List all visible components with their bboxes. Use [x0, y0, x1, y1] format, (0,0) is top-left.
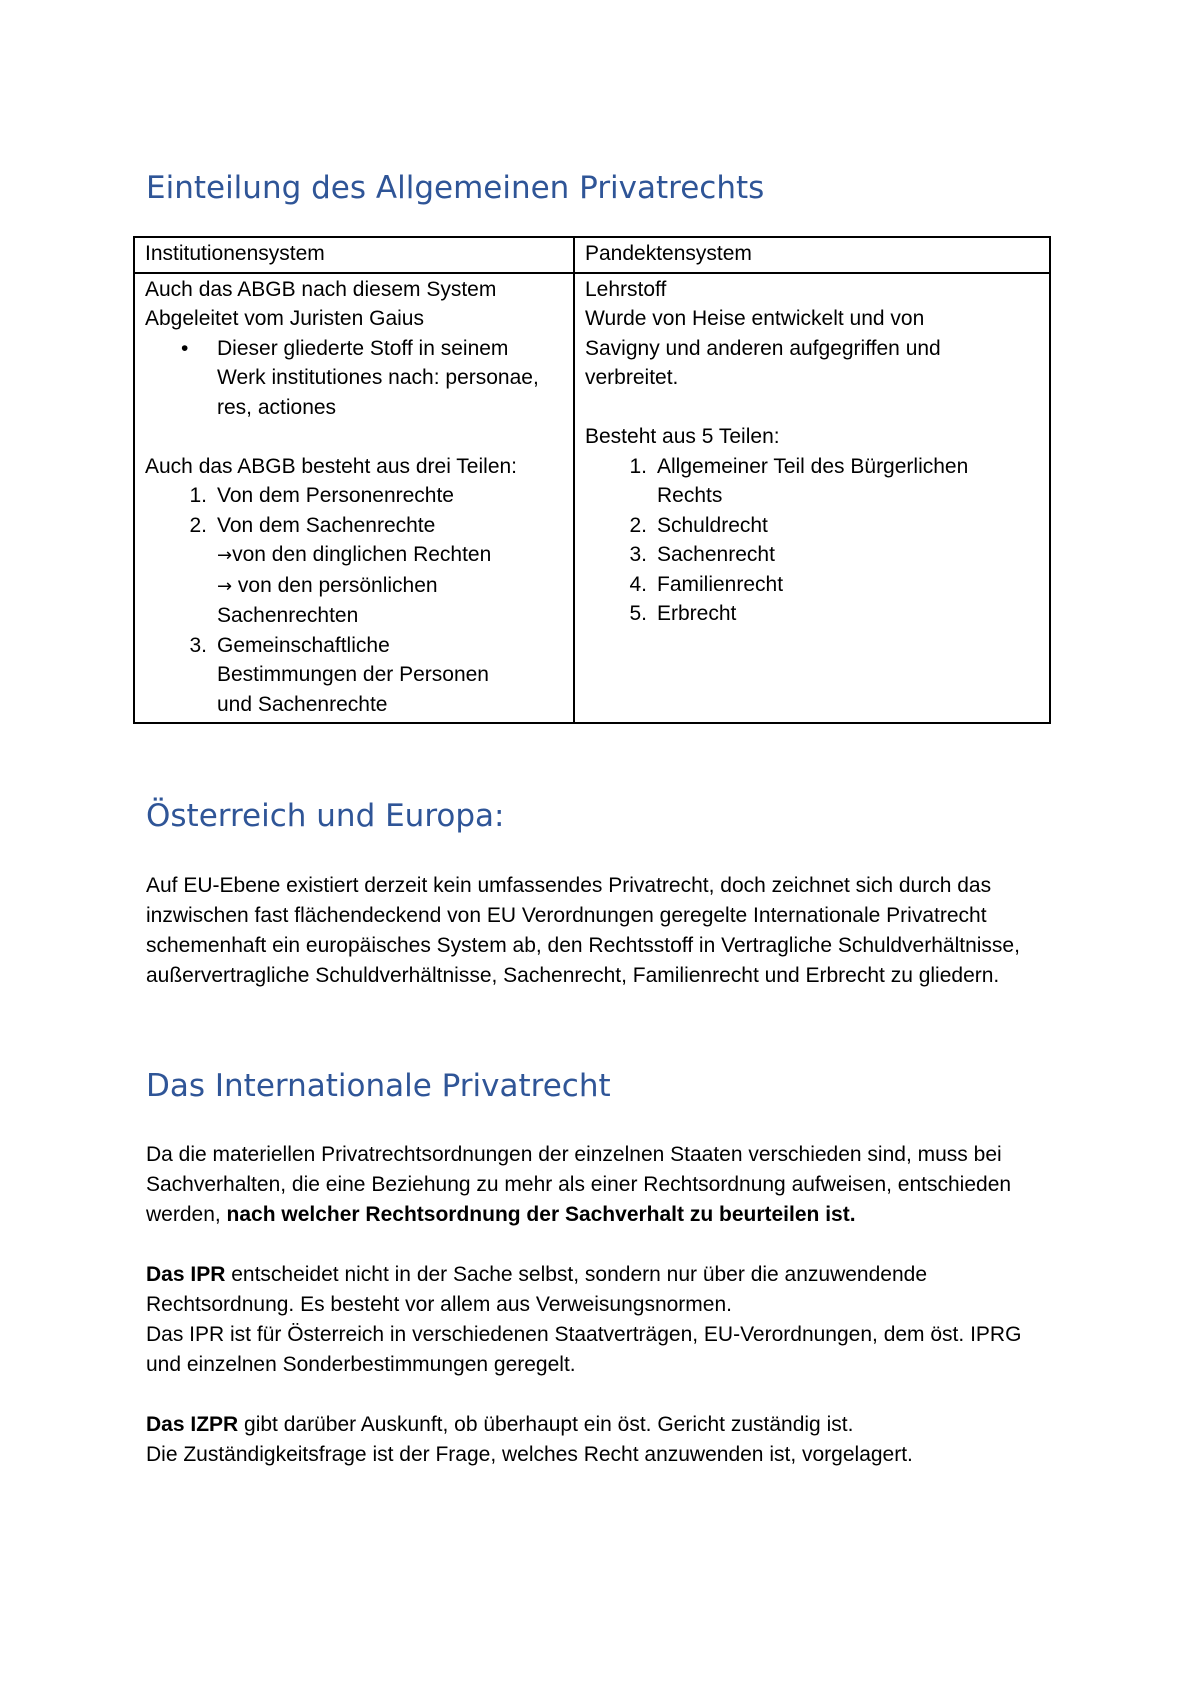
list-number: 3.	[629, 543, 647, 566]
list-line: Von dem Personenrechte	[217, 484, 454, 507]
list-number: 1.	[629, 454, 647, 478]
bold-text-run: Das IZPR	[146, 1413, 239, 1436]
paragraph-line: und einzelnen Sonderbestimmungen geregelt.	[146, 1353, 576, 1376]
heading-einteilung: Einteilung des Allgemeinen Privatrechts	[146, 170, 765, 206]
list-item	[585, 540, 1039, 570]
paragraph-line	[146, 1410, 1086, 1440]
paragraph-ipr	[146, 1140, 1086, 1470]
heading-oesterreich-europa: Österreich und Europa:	[146, 798, 505, 834]
heading-internationales-privatrecht: Das Internationale Privatrecht	[146, 1068, 611, 1104]
left-line-abgb: Auch das ABGB nach diesem System	[145, 277, 497, 301]
list-line: Allgemeiner Teil des Bürgerlichen	[657, 454, 969, 478]
right-desc-line: Savigny und anderen aufgegriffen und	[585, 336, 941, 360]
list-item	[145, 334, 563, 423]
list-number: 4.	[629, 572, 647, 596]
paragraph-line	[146, 1260, 1086, 1290]
paragraph-oesterreich	[146, 871, 1086, 991]
list-line: Erbrecht	[657, 602, 737, 625]
list-number: 2.	[189, 513, 207, 537]
right-desc-line: Wurde von Heise entwickelt und von	[585, 307, 925, 330]
bullet-line: Werk institutiones nach: personae,	[217, 366, 539, 389]
list-item	[585, 511, 1039, 541]
list-line: Bestimmungen der Personen	[217, 663, 489, 686]
list-line: Sachenrecht	[657, 543, 775, 566]
paragraph-line: Auf EU-Ebene existiert derzeit kein umfassendes Privatrecht, doch zeichnet sich durch das	[146, 874, 992, 897]
paragraph-line: Das IPR ist für Österreich in verschiedenen Staatverträgen, EU-Verordnungen, dem öst. IPRG	[146, 1323, 1022, 1346]
list-item	[585, 452, 1039, 511]
header-pandektensystem: Pandektensystem	[574, 237, 1050, 273]
spacer	[146, 1380, 1086, 1410]
list-line: Schuldrecht	[657, 513, 768, 537]
list-item	[145, 631, 563, 720]
list-line: Von dem Sachenrechte	[217, 513, 436, 537]
list-item	[145, 511, 563, 631]
text-run: gibt darüber Auskunft, ob überhaupt ein öst. Gericht zuständig ist.	[238, 1413, 854, 1436]
paragraph-line: Da die materiellen Privatrechtsordnungen der einzelnen Staaten verschieden sind, muss bei	[146, 1143, 1002, 1166]
list-item	[145, 481, 563, 511]
bullet-line: Dieser gliederte Stoff in seinem	[217, 336, 509, 360]
text-run: werden,	[146, 1203, 227, 1226]
spacer	[585, 393, 1039, 423]
paragraph-line	[146, 1200, 1086, 1230]
paragraph-line: Rechtsordnung. Es besteht vor allem aus Verweisungsnormen.	[146, 1293, 732, 1316]
sub-line-persoenlich	[217, 571, 563, 602]
left-intro: Auch das ABGB besteht aus drei Teilen:	[145, 454, 518, 478]
arrow-right-icon: →	[217, 545, 233, 566]
cell-pandektensystem	[574, 273, 1050, 724]
bullet-icon: •	[181, 336, 189, 360]
sub-line-sachenrechten: Sachenrechten	[217, 604, 359, 627]
paragraph-line: schemenhaft ein europäisches System ab, den Rechtsstoff in Vertragliche Schuldverhältnisse,	[146, 934, 1020, 957]
spacer	[145, 422, 563, 452]
list-number: 2.	[629, 513, 647, 537]
sub-line-dinglich	[217, 540, 563, 571]
sub-line-text: von den dinglichen Rechten	[232, 543, 492, 566]
spacer	[146, 1230, 1086, 1260]
list-item	[585, 570, 1039, 600]
paragraph-line: Die Zuständigkeitsfrage ist der Frage, welches Recht anzuwenden ist, vorgelagert.	[146, 1443, 913, 1466]
cell-institutionensystem	[134, 273, 574, 724]
abgb-parts-list	[145, 481, 563, 719]
list-item	[585, 599, 1039, 629]
bold-text-run: Das IPR	[146, 1263, 226, 1286]
list-line: und Sachenrechte	[217, 692, 388, 716]
systems-table	[133, 236, 1051, 724]
table-content-row	[134, 273, 1050, 724]
right-desc-line: verbreitet.	[585, 366, 679, 389]
list-number: 3.	[189, 633, 207, 657]
paragraph-line: außervertragliche Schuldverhältnisse, Sachenrecht, Familienrecht und Erbrecht zu gliedern.	[146, 964, 1000, 987]
arrow-right-icon: →	[217, 575, 233, 597]
sub-line-text: von den persönlichen	[232, 573, 438, 597]
paragraph-line: inzwischen fast flächendeckend von EU Verordnungen geregelte Internationale Privatrecht	[146, 904, 987, 927]
pandekten-parts-list	[585, 452, 1039, 629]
bullet-line: res, actiones	[217, 395, 337, 419]
list-line: Familienrecht	[657, 572, 784, 596]
bold-text-run: nach welcher Rechtsordnung der Sachverhalt zu beurteilen ist.	[226, 1203, 856, 1226]
gaius-bullet-list	[145, 334, 563, 423]
text-run: entscheidet nicht in der Sache selbst, sondern nur über die anzuwendende	[225, 1263, 928, 1286]
list-number: 5.	[629, 602, 647, 625]
paragraph-line: Sachverhalten, die eine Beziehung zu mehr als einer Rechtsordnung aufweisen, entschieden	[146, 1173, 1012, 1196]
table-header-row	[134, 237, 1050, 273]
right-intro: Besteht aus 5 Teilen:	[585, 425, 780, 448]
header-institutionensystem: Institutionensystem	[134, 237, 574, 273]
list-line: Gemeinschaftliche	[217, 633, 390, 657]
list-line: Rechts	[657, 484, 723, 507]
right-line-lehrstoff: Lehrstoff	[585, 277, 667, 301]
left-line-gaius: Abgeleitet vom Juristen Gaius	[145, 307, 424, 330]
list-number: 1.	[189, 484, 207, 507]
